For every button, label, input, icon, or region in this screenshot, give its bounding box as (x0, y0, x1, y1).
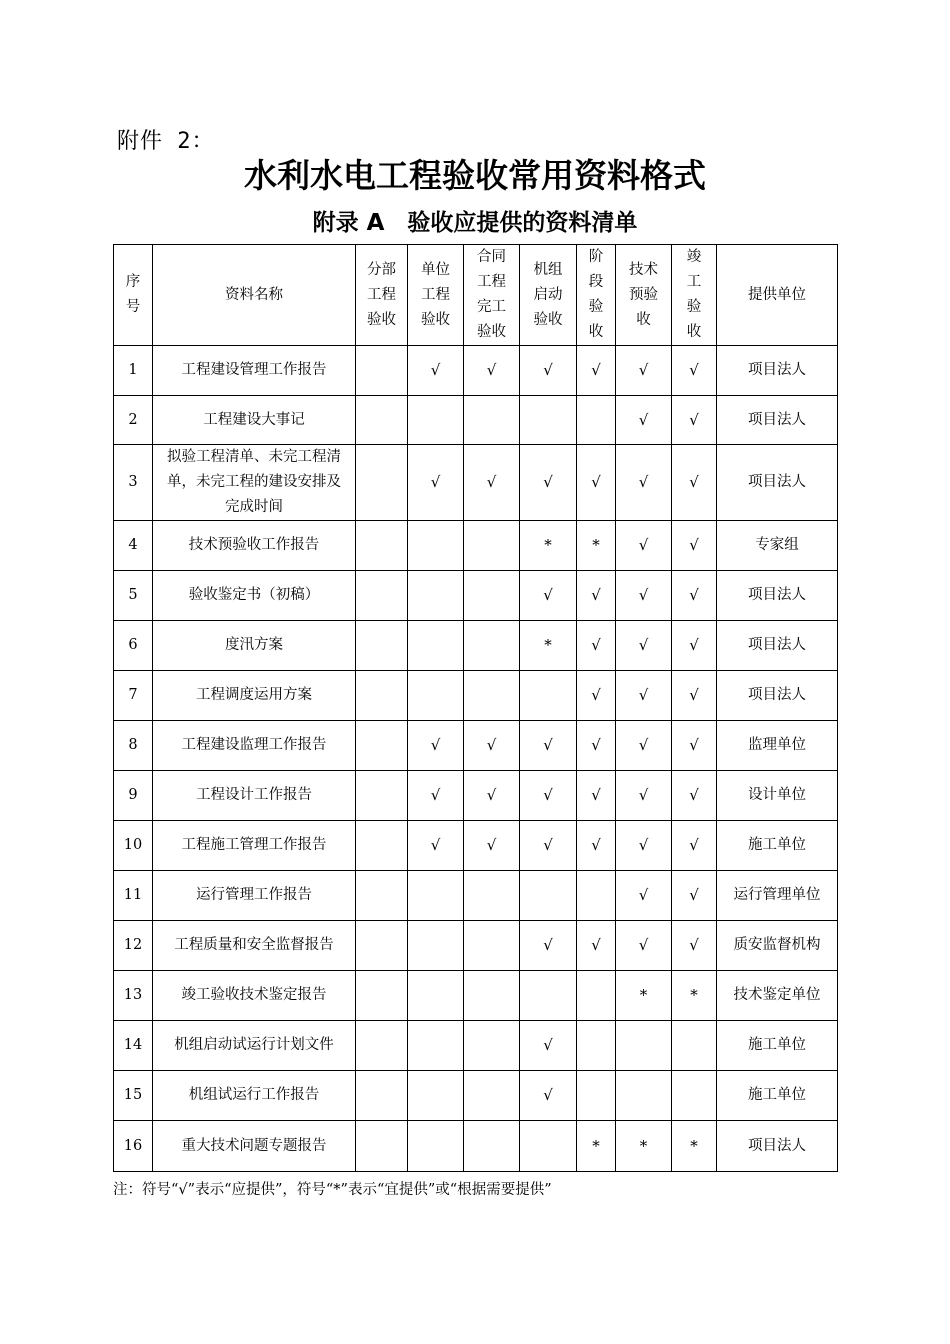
column-header-text: 工程 (421, 286, 450, 303)
material-name: 工程建设监理工作报告 (153, 721, 356, 771)
acceptance-mark: √ (672, 871, 717, 921)
acceptance-mark (577, 971, 616, 1021)
table-header-row (114, 245, 838, 346)
acceptance-mark: √ (408, 721, 464, 771)
acceptance-mark: √ (520, 445, 577, 521)
row-number: 13 (114, 971, 153, 1021)
acceptance-mark (408, 671, 464, 721)
appendix-subtitle: 附录 A 验收应提供的资料清单 (312, 210, 638, 236)
provider-unit: 设计单位 (717, 771, 838, 821)
column-header-text: 工程 (367, 286, 396, 303)
provider-unit: 项目法人 (717, 571, 838, 621)
row-number: 15 (114, 1071, 153, 1121)
column-header-text: 号 (125, 299, 141, 315)
acceptance-mark: √ (616, 621, 672, 671)
acceptance-mark: * (616, 971, 672, 1021)
acceptance-mark: * (520, 621, 577, 671)
row-number: 14 (114, 1021, 153, 1071)
row-number: 9 (114, 771, 153, 821)
provider-unit: 技术鉴定单位 (717, 971, 838, 1021)
row-number: 10 (114, 821, 153, 871)
acceptance-mark: √ (672, 521, 717, 571)
acceptance-mark: √ (672, 771, 717, 821)
acceptance-mark: √ (616, 821, 672, 871)
acceptance-mark (464, 571, 520, 621)
material-name: 工程施工管理工作报告 (153, 821, 356, 871)
provider-unit: 项目法人 (717, 621, 838, 671)
acceptance-mark (464, 1121, 520, 1172)
acceptance-mark (408, 571, 464, 621)
acceptance-mark: √ (616, 346, 672, 396)
acceptance-mark: √ (464, 721, 520, 771)
table-row (114, 521, 838, 571)
acceptance-mark: * (577, 521, 616, 571)
column-header-text: 验收 (477, 324, 506, 340)
acceptance-mark: √ (520, 571, 577, 621)
column-header (356, 245, 408, 346)
row-number: 1 (114, 346, 153, 396)
acceptance-mark (408, 621, 464, 671)
acceptance-mark (356, 1021, 408, 1071)
acceptance-mark: √ (616, 445, 672, 521)
acceptance-mark (464, 671, 520, 721)
acceptance-mark (464, 921, 520, 971)
acceptance-mark (408, 521, 464, 571)
column-header-text: 验收 (367, 311, 396, 328)
acceptance-mark: √ (408, 821, 464, 871)
column-header (520, 245, 577, 346)
acceptance-mark (616, 1071, 672, 1121)
column-header (153, 245, 356, 346)
material-name: 工程设计工作报告 (153, 771, 356, 821)
column-header-text: 合同 (477, 249, 506, 265)
provider-unit: 施工单位 (717, 821, 838, 871)
table-row (114, 1021, 838, 1071)
column-header-text: 竣 (686, 249, 702, 265)
acceptance-mark: √ (672, 396, 717, 445)
attachment-label: 附件 2： (117, 129, 215, 154)
materials-table (113, 244, 838, 1172)
provider-unit: 施工单位 (717, 1021, 838, 1071)
table-row (114, 721, 838, 771)
acceptance-mark (520, 671, 577, 721)
acceptance-mark: √ (616, 771, 672, 821)
column-header (408, 245, 464, 346)
acceptance-mark (577, 871, 616, 921)
provider-unit: 项目法人 (717, 1121, 838, 1172)
acceptance-mark: √ (672, 571, 717, 621)
acceptance-mark: √ (672, 621, 717, 671)
column-header-text: 预验 (629, 286, 658, 303)
acceptance-mark: √ (520, 821, 577, 871)
table-row (114, 1121, 838, 1172)
table-row (114, 821, 838, 871)
material-name: 工程质量和安全监督报告 (153, 921, 356, 971)
acceptance-mark: √ (616, 671, 672, 721)
column-header-text: 阶 (588, 249, 604, 265)
row-number: 6 (114, 621, 153, 671)
acceptance-mark: * (672, 1121, 717, 1172)
acceptance-mark: √ (672, 346, 717, 396)
material-name: 竣工验收技术鉴定报告 (153, 971, 356, 1021)
column-header-text: 工 (686, 274, 702, 290)
table-row (114, 1071, 838, 1121)
acceptance-mark (672, 1071, 717, 1121)
acceptance-mark: √ (520, 721, 577, 771)
material-name: 验收鉴定书（初稿） (153, 571, 356, 621)
acceptance-mark (464, 871, 520, 921)
acceptance-mark: √ (672, 671, 717, 721)
acceptance-mark: √ (577, 821, 616, 871)
row-number: 5 (114, 571, 153, 621)
column-header-text: 验收 (421, 311, 450, 328)
acceptance-mark: * (672, 971, 717, 1021)
acceptance-mark (356, 971, 408, 1021)
table-row (114, 571, 838, 621)
material-name: 拟验工程清单、未完工程清单，未完工程的建设安排及完成时间 (153, 445, 356, 521)
acceptance-mark: √ (616, 921, 672, 971)
acceptance-mark: √ (520, 1021, 577, 1071)
acceptance-mark: √ (616, 721, 672, 771)
column-header-text: 验 (686, 299, 702, 315)
footnote: 注：符号“√”表示“应提供”，符号“*”表示“宜提供”或“根据需要提供” (113, 1182, 552, 1198)
acceptance-mark (356, 671, 408, 721)
column-header (114, 245, 153, 346)
acceptance-mark (672, 1021, 717, 1071)
column-header-text: 段 (588, 274, 604, 290)
column-header-text: 启动 (533, 286, 563, 303)
acceptance-mark: √ (408, 445, 464, 521)
column-header-text: 收 (686, 324, 702, 340)
acceptance-mark: √ (616, 871, 672, 921)
row-number: 11 (114, 871, 153, 921)
column-header (464, 245, 520, 346)
acceptance-mark: √ (408, 346, 464, 396)
table-row (114, 871, 838, 921)
column-header (616, 245, 672, 346)
acceptance-mark: √ (577, 721, 616, 771)
acceptance-mark (356, 445, 408, 521)
document-title: 水利水电工程验收常用资料格式 (244, 156, 706, 195)
acceptance-mark (464, 971, 520, 1021)
acceptance-mark: √ (616, 571, 672, 621)
row-number: 4 (114, 521, 153, 571)
acceptance-mark (408, 1071, 464, 1121)
material-name: 机组试运行工作报告 (153, 1071, 356, 1121)
acceptance-mark (356, 921, 408, 971)
acceptance-mark (577, 1071, 616, 1121)
provider-unit: 质安监督机构 (717, 921, 838, 971)
acceptance-mark (616, 1021, 672, 1071)
material-name: 运行管理工作报告 (153, 871, 356, 921)
column-header-text: 完工 (477, 299, 506, 315)
acceptance-mark: √ (672, 921, 717, 971)
acceptance-mark (408, 1021, 464, 1071)
acceptance-mark (464, 1021, 520, 1071)
acceptance-mark (356, 621, 408, 671)
column-header (672, 245, 717, 346)
column-header-text: 工程 (477, 274, 506, 290)
acceptance-mark (356, 871, 408, 921)
row-number: 7 (114, 671, 153, 721)
acceptance-mark (464, 621, 520, 671)
acceptance-mark (408, 871, 464, 921)
acceptance-mark: √ (520, 346, 577, 396)
acceptance-mark (356, 1071, 408, 1121)
acceptance-mark: √ (408, 771, 464, 821)
provider-unit: 监理单位 (717, 721, 838, 771)
acceptance-mark (520, 1121, 577, 1172)
provider-unit: 项目法人 (717, 671, 838, 721)
acceptance-mark (356, 821, 408, 871)
provider-unit: 项目法人 (717, 346, 838, 396)
column-header (577, 245, 616, 346)
acceptance-mark (356, 771, 408, 821)
acceptance-mark: √ (616, 396, 672, 445)
acceptance-mark: √ (616, 521, 672, 571)
table-row (114, 921, 838, 971)
table-row (114, 346, 838, 396)
acceptance-mark: √ (577, 571, 616, 621)
acceptance-mark: √ (464, 771, 520, 821)
column-header-text: 收 (588, 324, 604, 340)
acceptance-mark: √ (464, 445, 520, 521)
acceptance-mark (356, 521, 408, 571)
acceptance-mark: √ (464, 821, 520, 871)
acceptance-mark (520, 396, 577, 445)
row-number: 8 (114, 721, 153, 771)
acceptance-mark: √ (577, 445, 616, 521)
acceptance-mark (577, 1021, 616, 1071)
column-header-text: 验收 (533, 311, 563, 328)
material-name: 技术预验收工作报告 (153, 521, 356, 571)
acceptance-mark (577, 396, 616, 445)
table-row (114, 671, 838, 721)
acceptance-mark: √ (577, 771, 616, 821)
acceptance-mark (408, 396, 464, 445)
column-header-text: 资料名称 (225, 286, 283, 303)
acceptance-mark: * (616, 1121, 672, 1172)
provider-unit: 项目法人 (717, 396, 838, 445)
acceptance-mark: √ (577, 621, 616, 671)
acceptance-mark: √ (464, 346, 520, 396)
table-row (114, 621, 838, 671)
row-number: 3 (114, 445, 153, 521)
column-header-text: 单位 (421, 261, 450, 278)
acceptance-mark (464, 396, 520, 445)
row-number: 12 (114, 921, 153, 971)
table-row (114, 396, 838, 445)
provider-unit: 专家组 (717, 521, 838, 571)
column-header-text: 序 (125, 274, 141, 290)
row-number: 2 (114, 396, 153, 445)
acceptance-mark (356, 396, 408, 445)
row-number: 16 (114, 1121, 153, 1172)
column-header-text: 分部 (367, 261, 396, 278)
acceptance-mark (464, 521, 520, 571)
acceptance-mark (464, 1071, 520, 1121)
acceptance-mark: * (520, 521, 577, 571)
material-name: 机组启动试运行计划文件 (153, 1021, 356, 1071)
acceptance-mark (520, 971, 577, 1021)
acceptance-mark: √ (577, 671, 616, 721)
material-name: 度汛方案 (153, 621, 356, 671)
material-name: 工程建设大事记 (153, 396, 356, 445)
acceptance-mark: √ (672, 721, 717, 771)
column-header-text: 技术 (629, 261, 658, 278)
table-row (114, 971, 838, 1021)
column-header-text: 机组 (533, 261, 563, 278)
acceptance-mark: √ (577, 346, 616, 396)
acceptance-mark (408, 921, 464, 971)
acceptance-mark (408, 971, 464, 1021)
provider-unit: 施工单位 (717, 1071, 838, 1121)
provider-unit: 项目法人 (717, 445, 838, 521)
acceptance-mark: √ (577, 921, 616, 971)
material-name: 重大技术问题专题报告 (153, 1121, 356, 1172)
column-header-text: 收 (636, 311, 651, 328)
acceptance-mark (356, 571, 408, 621)
column-header-text: 提供单位 (748, 286, 806, 303)
acceptance-mark: * (577, 1121, 616, 1172)
acceptance-mark (520, 871, 577, 921)
acceptance-mark: √ (520, 1071, 577, 1121)
acceptance-mark: √ (672, 821, 717, 871)
acceptance-mark: √ (520, 771, 577, 821)
acceptance-mark (356, 1121, 408, 1172)
table-row (114, 445, 838, 521)
material-name: 工程调度运用方案 (153, 671, 356, 721)
provider-unit: 运行管理单位 (717, 871, 838, 921)
acceptance-mark (408, 1121, 464, 1172)
acceptance-mark: √ (672, 445, 717, 521)
acceptance-mark: √ (520, 921, 577, 971)
column-header-text: 验 (588, 299, 604, 315)
acceptance-mark (356, 721, 408, 771)
acceptance-mark (356, 346, 408, 396)
table-row (114, 771, 838, 821)
material-name: 工程建设管理工作报告 (153, 346, 356, 396)
column-header (717, 245, 838, 346)
